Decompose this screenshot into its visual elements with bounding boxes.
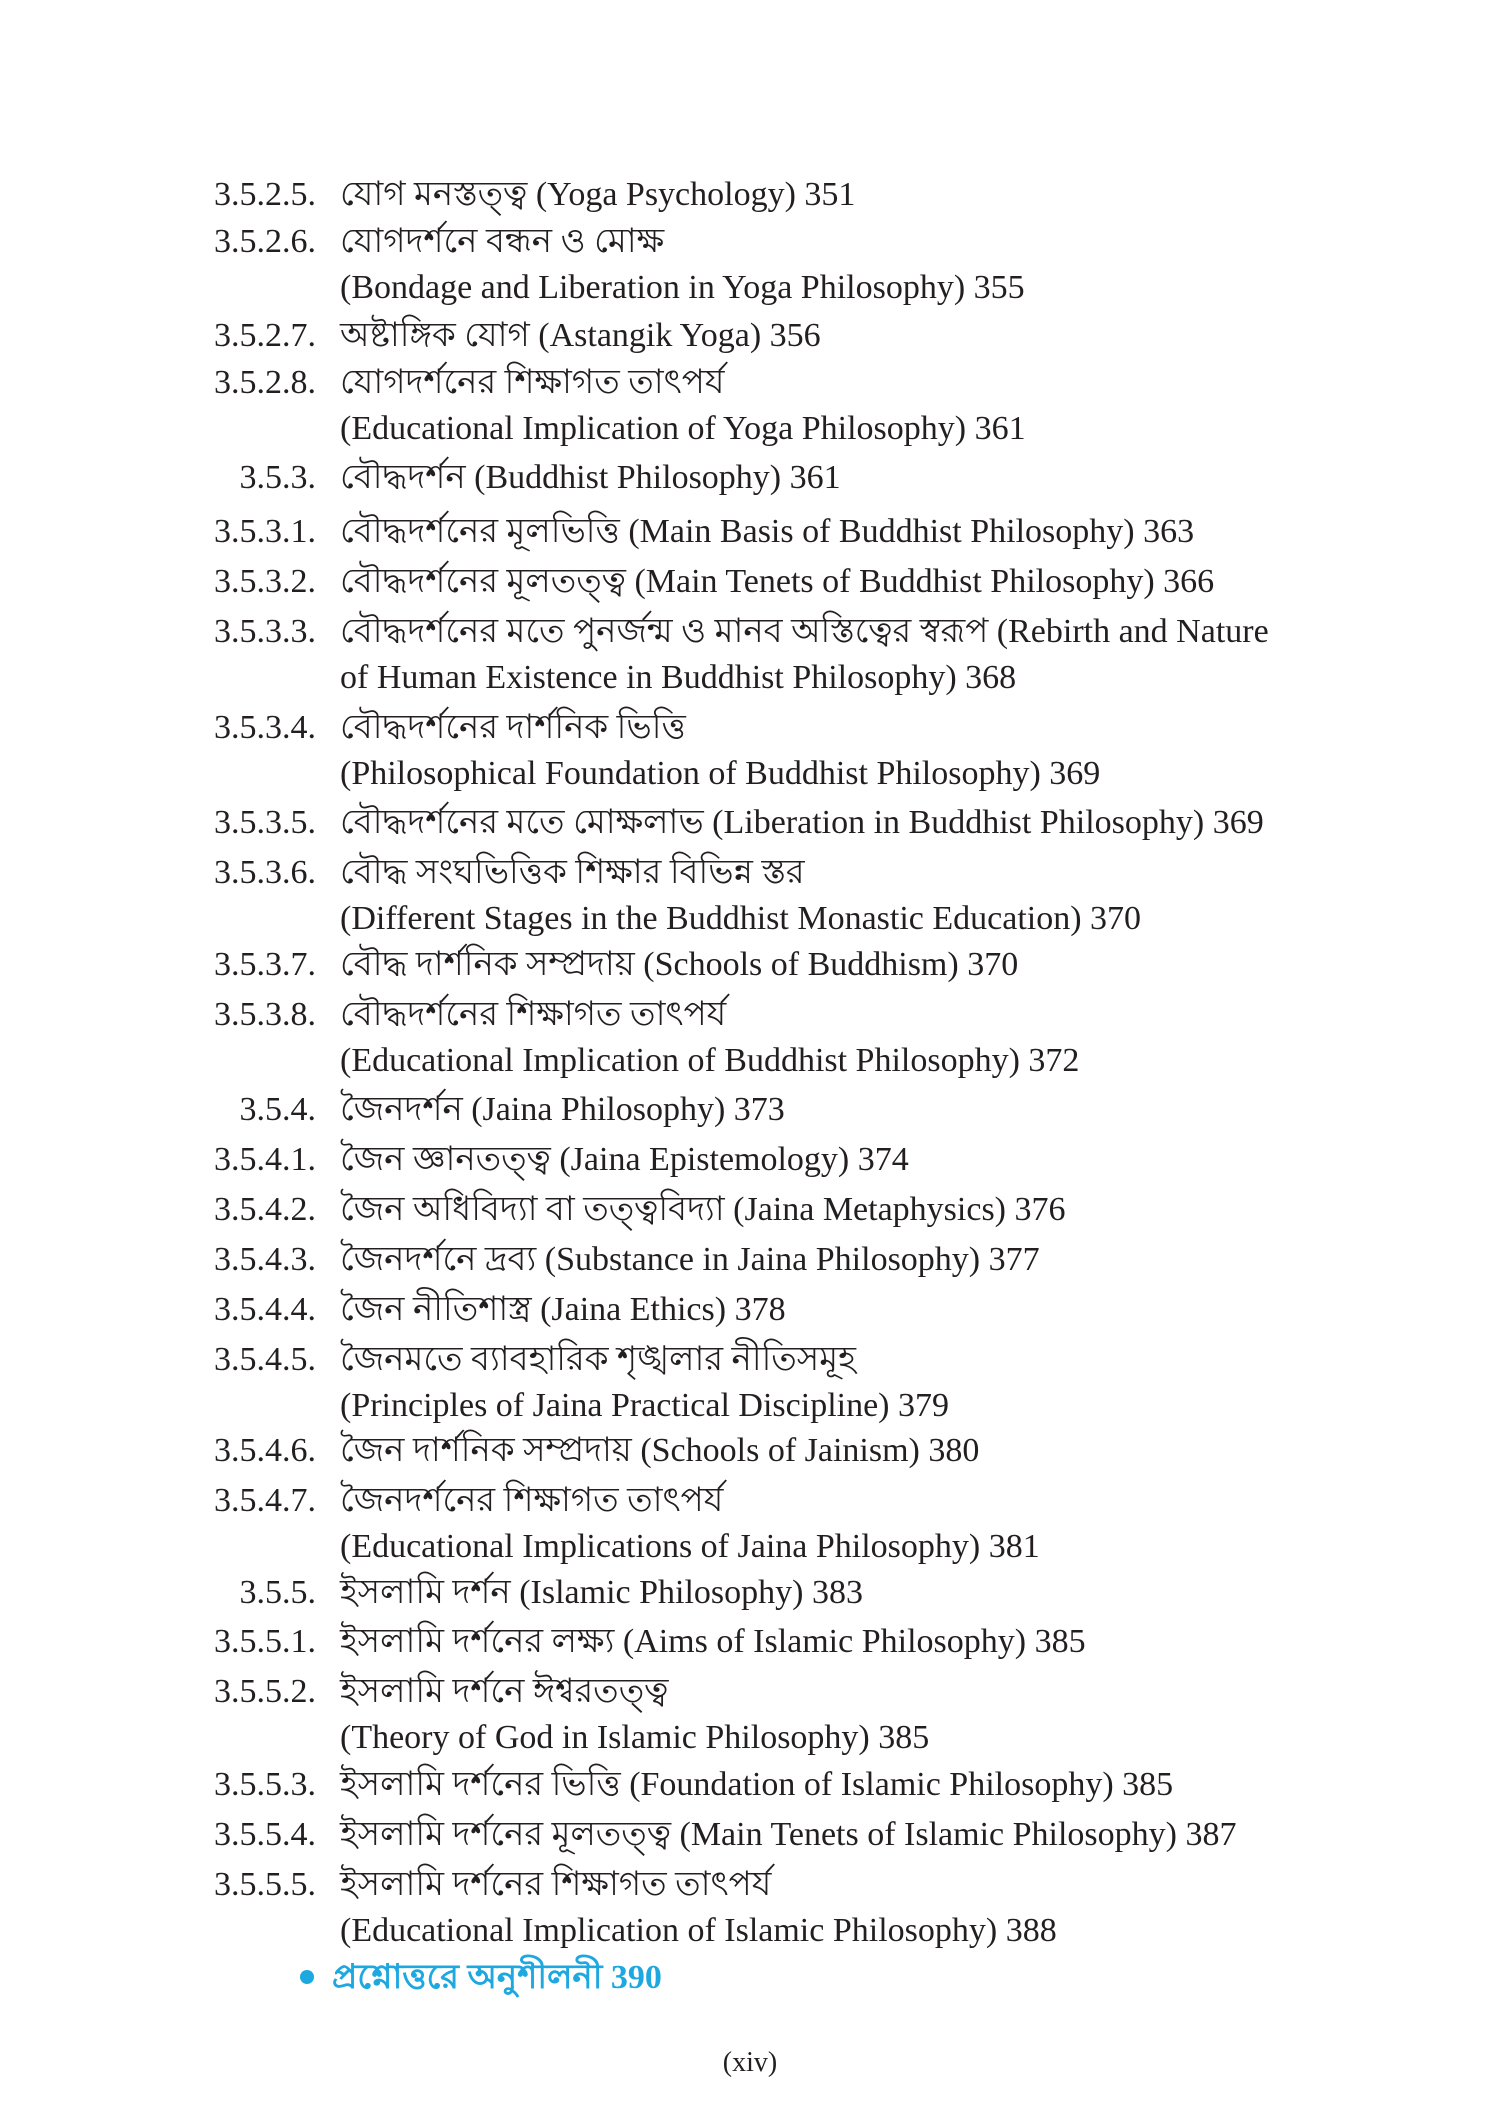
toc-entry-number: 3.5.3.1. [214,513,316,550]
toc-entry-number: 3.5.4.4. [214,1291,316,1328]
toc-entry-number: 3.5.5.1. [214,1623,316,1660]
page-number: (xiv) [722,2047,778,2078]
toc-entry-title: ইসলামি দর্শনের লক্ষ্য (Aims of Islamic Philosophy) 385 [340,1623,1086,1660]
toc-entry-title-continued: (Bondage and Liberation in Yoga Philosophy) 355 [340,269,1025,306]
toc-entry-number: 3.5.3.3. [214,613,316,650]
exercise-heading [300,1955,662,2001]
toc-entry-title-continued: (Theory of God in Islamic Philosophy) 385 [340,1719,930,1756]
toc-entry-title: যোগ মনস্তত্ত্ব (Yoga Psychology) 351 [340,176,856,213]
toc-entry-title-continued: (Educational Implications of Jaina Philosophy) 381 [340,1528,1040,1565]
toc-entry-title-continued: (Principles of Jaina Practical Discipline) 379 [340,1387,949,1424]
exercise-heading-text: প্রশ্নোত্তরে অনুশীলনী 390 [332,1959,662,1996]
toc-entry-number: 3.5.4.3. [214,1241,316,1278]
toc-entry-title: বৌদ্ধদর্শন (Buddhist Philosophy) 361 [340,459,841,496]
toc-entry-number: 3.5.3.4. [214,709,316,746]
toc-entry-number: 3.5.5.3. [214,1766,316,1803]
bullet-icon [300,1970,314,1984]
toc-entry-title-continued: (Educational Implication of Yoga Philosophy) 361 [340,410,1026,447]
toc-entry-title: বৌদ্ধদর্শনের মূলতত্ত্ব (Main Tenets of Buddhist Philosophy) 366 [340,563,1215,600]
toc-entry-number: 3.5.4.7. [214,1482,316,1519]
toc-entry-title: জৈনদর্শনে দ্রব্য (Substance in Jaina Philosophy) 377 [340,1241,1040,1278]
toc-entry-number: 3.5.4.2. [214,1191,316,1228]
toc-entry-title: ইসলামি দর্শনের শিক্ষাগত তাৎপর্য [340,1866,772,1903]
toc-entry-number: 3.5.4.5. [214,1341,316,1378]
toc-entry-number: 3.5.3.5. [214,804,316,841]
toc-entry-title: বৌদ্ধদর্শনের মতে পুনর্জন্ম ও মানব অস্তিত্বের স্বরূপ (Rebirth and Nature [340,613,1269,650]
toc-entry-number: 3.5.2.8. [214,364,316,401]
toc-entry-number: 3.5.5.4. [214,1816,316,1853]
toc-entry-title: জৈনমতে ব্যাবহারিক শৃঙ্খলার নীতিসমূহ [340,1341,857,1378]
toc-entry-title: বৌদ্ধদর্শনের মূলভিত্তি (Main Basis of Buddhist Philosophy) 363 [340,513,1195,550]
toc-entry-number: 3.5.4.1. [214,1141,316,1178]
toc-entry-title: বৌদ্ধ দার্শনিক সম্প্রদায় (Schools of Buddhism) 370 [340,946,1019,983]
toc-entry-number: 3.5.3.2. [214,563,316,600]
toc-entry-title: বৌদ্ধদর্শনের দার্শনিক ভিত্তি [340,709,686,746]
toc-entry-title: জৈনদর্শনের শিক্ষাগত তাৎপর্য [340,1482,724,1519]
toc-entry-title: জৈনদর্শন (Jaina Philosophy) 373 [340,1091,785,1128]
toc-entry-title-continued: (Different Stages in the Buddhist Monastic Education) 370 [340,900,1142,937]
toc-entry-number: 3.5.5. [239,1574,316,1611]
toc-entry-title: বৌদ্ধদর্শনের মতে মোক্ষলাভ (Liberation in Buddhist Philosophy) 369 [340,804,1264,841]
toc-entry-number: 3.5.3. [239,459,316,496]
toc-entry-title: যোগদর্শনের শিক্ষাগত তাৎপর্য [340,364,725,401]
toc-entry-title: ইসলামি দর্শন (Islamic Philosophy) 383 [340,1574,863,1611]
toc-entry-title: ইসলামি দর্শনের মূলতত্ত্ব (Main Tenets of Islamic Philosophy) 387 [340,1816,1237,1853]
toc-entry-title-continued: (Philosophical Foundation of Buddhist Philosophy) 369 [340,755,1101,792]
toc-entry-number: 3.5.2.6. [214,223,316,260]
toc-entry-title: জৈন নীতিশাস্ত্র (Jaina Ethics) 378 [340,1291,786,1328]
toc-entry-title: যোগদর্শনে বন্ধন ও মোক্ষ [340,223,665,260]
toc-entry-number: 3.5.3.7. [214,946,316,983]
toc-entry-title: ইসলামি দর্শনের ভিত্তি (Foundation of Islamic Philosophy) 385 [340,1766,1174,1803]
toc-entry-title: অষ্টাঙ্গিক যোগ (Astangik Yoga) 356 [340,317,821,354]
toc-entry-title-continued: (Educational Implication of Buddhist Philosophy) 372 [340,1042,1080,1079]
toc-entry-number: 3.5.5.2. [214,1673,316,1710]
toc-entry-title-continued: of Human Existence in Buddhist Philosophy) 368 [340,659,1017,696]
toc-entry-title: ইসলামি দর্শনে ঈশ্বরতত্ত্ব [340,1673,669,1710]
toc-entry-number: 3.5.3.8. [214,996,316,1033]
toc-entry-number: 3.5.2.7. [214,317,316,354]
toc-entry-title: জৈন জ্ঞানতত্ত্ব (Jaina Epistemology) 374 [340,1141,909,1178]
toc-entry-number: 3.5.4.6. [214,1432,316,1469]
toc-entry-number: 3.5.3.6. [214,854,316,891]
toc-entry-title-continued: (Educational Implication of Islamic Philosophy) 388 [340,1912,1057,1949]
toc-entry-number: 3.5.2.5. [214,176,316,213]
toc-entry-title: জৈন অধিবিদ্যা বা তত্ত্ববিদ্যা (Jaina Metaphysics) 376 [340,1191,1066,1228]
toc-entry-title: বৌদ্ধদর্শনের শিক্ষাগত তাৎপর্য [340,996,727,1033]
toc-entry-title: জৈন দার্শনিক সম্প্রদায় (Schools of Jainism) 380 [340,1432,980,1469]
toc-entry-number: 3.5.4. [239,1091,316,1128]
toc-entry-title: বৌদ্ধ সংঘভিত্তিক শিক্ষার বিভিন্ন স্তর [340,854,805,891]
toc-entry-number: 3.5.5.5. [214,1866,316,1903]
